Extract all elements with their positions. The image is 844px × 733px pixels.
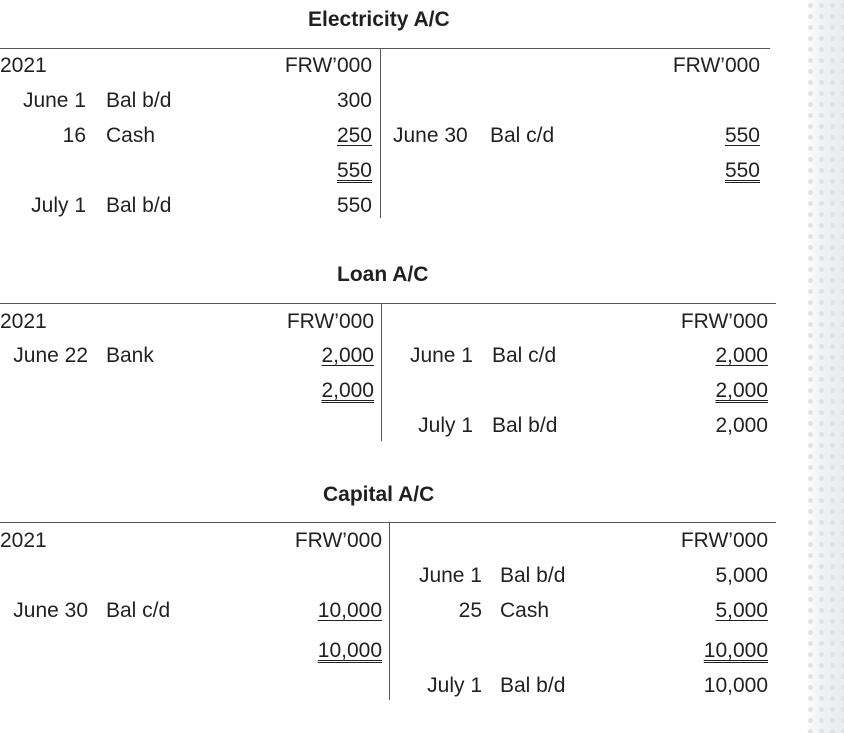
entry-date: July 1: [427, 674, 482, 697]
cr-currency-header: FRW’000: [680, 310, 768, 333]
entry-amount: 550: [724, 124, 760, 147]
entry-amount: 2,000: [715, 344, 768, 367]
entry-date: June 1: [409, 344, 473, 367]
dr-currency-header: FRW’000: [286, 310, 374, 333]
entry-amount: 10,000: [317, 599, 382, 622]
entry-amount: 300: [336, 89, 372, 112]
cr-currency-header: FRW’000: [672, 54, 760, 77]
entry-date: July 1: [31, 194, 86, 217]
entry-detail: Bal c/d: [106, 599, 171, 622]
entry-detail: Bal b/d: [500, 564, 566, 587]
entry-detail: Bal c/d: [490, 124, 555, 147]
cr-total: 10,000: [703, 639, 768, 662]
t-account-divider: [380, 48, 381, 218]
t-account-top-rule: [0, 522, 776, 523]
entry-amount: 10,000: [703, 674, 768, 697]
entry-detail: Bal b/d: [500, 674, 566, 697]
entry-amount: 250: [336, 124, 372, 147]
entry-date: July 1: [418, 414, 473, 437]
entry-detail: Bal b/d: [106, 89, 172, 112]
entry-detail: Bal c/d: [492, 344, 557, 367]
entry-detail: Bank: [106, 344, 154, 367]
t-account-top-rule: [0, 48, 770, 49]
entry-amount: 2,000: [321, 344, 374, 367]
dr-total: 2,000: [321, 379, 374, 402]
dr-currency-header: FRW’000: [284, 54, 372, 77]
cr-total: 2,000: [715, 379, 768, 402]
entry-date: 16: [62, 124, 86, 147]
cr-total: 550: [724, 159, 760, 182]
entry-amount: 5,000: [715, 564, 768, 587]
dr-total: 10,000: [317, 639, 382, 662]
entry-date: June 1: [22, 89, 86, 112]
cr-currency-header: FRW’000: [680, 529, 768, 552]
account-title: Loan A/C: [337, 263, 429, 286]
entry-date: June 1: [418, 564, 482, 587]
entry-amount: 2,000: [715, 414, 768, 437]
entry-date: 25: [458, 599, 482, 622]
year-label: 2021: [0, 529, 47, 552]
entry-detail: Bal b/d: [106, 194, 172, 217]
entry-detail: Cash: [106, 124, 156, 147]
year-label: 2021: [0, 310, 47, 333]
entry-amount: 550: [336, 194, 372, 217]
account-title: Electricity A/C: [308, 8, 450, 31]
t-account-top-rule: [0, 303, 776, 304]
year-label: 2021: [0, 54, 47, 77]
entry-date: June 30: [13, 599, 88, 622]
decorative-side-panel: [805, 0, 844, 733]
dr-total: 550: [336, 159, 372, 182]
entry-date: June 30: [393, 124, 468, 147]
entry-date: June 22: [13, 344, 88, 367]
entry-amount: 5,000: [715, 599, 768, 622]
account-title: Capital A/C: [323, 483, 435, 506]
dr-currency-header: FRW’000: [294, 529, 382, 552]
entry-detail: Bal b/d: [492, 414, 558, 437]
t-account-divider: [381, 303, 382, 441]
entry-detail: Cash: [500, 599, 550, 622]
t-account-divider: [389, 522, 390, 700]
